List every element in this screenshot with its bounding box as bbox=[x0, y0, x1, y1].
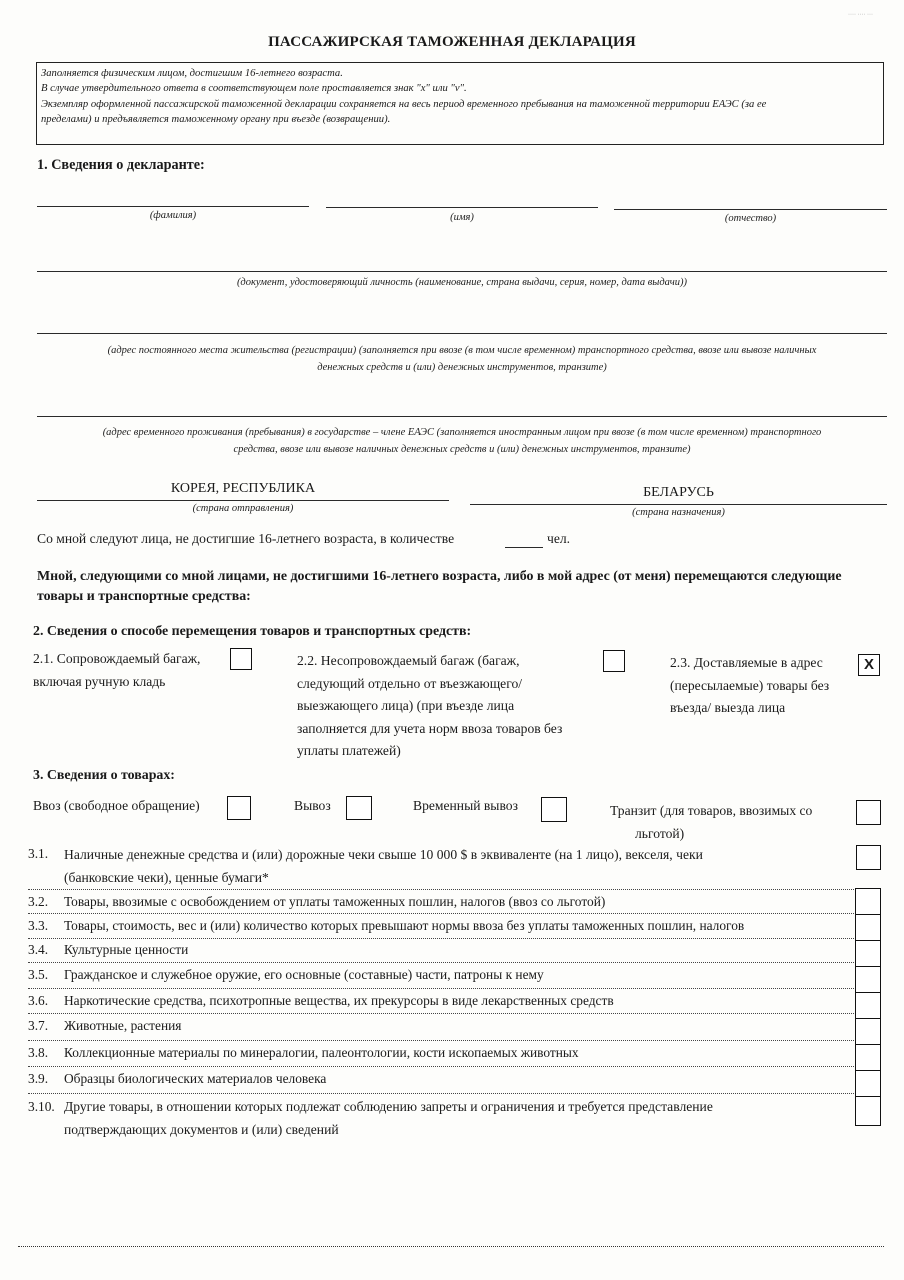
row-divider bbox=[28, 889, 854, 890]
permanent-address-caption-line-2: денежных средств и (или) денежных инструментов, транзите) bbox=[317, 362, 607, 373]
delivered-goods-line-3: въезда/ выезда лица bbox=[670, 700, 786, 715]
goods-item-number: 3.7. bbox=[28, 1018, 49, 1033]
destination-country-caption: (страна назначения) bbox=[632, 507, 725, 518]
permanent-address-caption bbox=[37, 342, 887, 376]
temporary-address-caption bbox=[37, 424, 887, 458]
name-caption: (имя) bbox=[450, 212, 474, 223]
instruction-line-3: Экземпляр оформленной пассажирской таможенной декларации сохраняется на весь период временного пребывания на таможенной территории ЕАЭС (за ее bbox=[41, 98, 767, 110]
accompanied-baggage-line-2: включая ручную кладь bbox=[33, 673, 166, 689]
minors-text: Со мной следуют лица, не достигшие 16-летнего возраста, в количестве bbox=[37, 531, 455, 546]
import-label: Ввоз (свободное обращение) bbox=[33, 798, 200, 813]
goods-item-number: 3.10. bbox=[28, 1099, 55, 1114]
accompanied-baggage-label bbox=[33, 648, 233, 693]
goods-item-number: 3.5. bbox=[28, 967, 49, 982]
section3-heading: 3. Сведения о товарах: bbox=[33, 768, 175, 783]
goods-item-animals-plants: Животные, растения bbox=[64, 1018, 182, 1033]
section1-heading: 1. Сведения о декларанте: bbox=[37, 157, 205, 173]
unaccompanied-baggage-line-3: выезжающего лица) (при въезде лица bbox=[297, 698, 515, 713]
row-divider bbox=[28, 1093, 854, 1094]
instruction-line-2: В случае утвердительного ответа в соответствующем поле проставляется знак "x" или "v". bbox=[41, 83, 467, 95]
row-divider bbox=[28, 1013, 854, 1014]
patronymic-caption: (отчество) bbox=[724, 213, 777, 224]
goods-item-biological-samples-checkbox[interactable] bbox=[855, 1070, 881, 1096]
temporary-export-label: Временный вывоз bbox=[413, 798, 518, 813]
unaccompanied-baggage-line-2: следующий отдельно от въезжающего/ bbox=[297, 675, 523, 691]
export-checkbox[interactable] bbox=[346, 796, 372, 820]
identity-document-caption: (документ, удостоверяющий личность (наименование, страна выдачи, серия, номер, дата выдачи)) bbox=[236, 277, 688, 288]
patronymic-line bbox=[614, 209, 887, 210]
minors-unit: чел. bbox=[547, 531, 571, 546]
temporary-export-checkbox[interactable] bbox=[541, 797, 567, 822]
identity-document-line bbox=[37, 271, 887, 272]
unaccompanied-baggage-line-1: 2.2. Несопровождаемый багаж (багаж, bbox=[297, 653, 520, 668]
instruction-line-4: пределами) и предъявляется таможенному органу при въезде (возвращении). bbox=[41, 114, 391, 126]
goods-item-number: 3.4. bbox=[28, 942, 49, 957]
goods-item-cash bbox=[64, 844, 854, 889]
unaccompanied-baggage-line-5: уплаты платежей) bbox=[297, 743, 401, 758]
departure-country-line bbox=[37, 500, 449, 501]
departure-country-field[interactable]: КОРЕЯ, РЕСПУБЛИКА bbox=[170, 481, 316, 496]
surname-line bbox=[37, 206, 309, 207]
delivered-goods-line-1: 2.3. Доставляемые в адрес bbox=[670, 655, 823, 670]
permanent-address-line bbox=[37, 333, 887, 334]
goods-item-cash-line-1: Наличные денежные средства и (или) дорожные чеки свыше 10 000 $ в эквиваленте (на 1 лицо), векселя, чеки bbox=[64, 847, 703, 862]
accompanied-baggage-line-1: 2.1. Сопровождаемый багаж, bbox=[33, 651, 201, 666]
transit-checkbox[interactable] bbox=[856, 800, 881, 825]
declaration-title: ПАССАЖИРСКАЯ ТАМОЖЕННАЯ ДЕКЛАРАЦИЯ bbox=[268, 34, 636, 50]
goods-item-narcotics: Наркотические средства, психотропные вещества, их прекурсоры в виде лекарственных средств bbox=[64, 993, 614, 1008]
goods-item-exceeding-norms-checkbox[interactable] bbox=[855, 914, 881, 940]
goods-item-number: 3.3. bbox=[28, 918, 49, 933]
goods-item-number: 3.6. bbox=[28, 993, 49, 1008]
row-divider bbox=[28, 988, 854, 989]
page-bottom-dotted-line bbox=[18, 1246, 884, 1247]
name-line bbox=[326, 207, 598, 208]
departure-country-caption: (страна отправления) bbox=[192, 503, 294, 514]
goods-item-narcotics-checkbox[interactable] bbox=[855, 992, 881, 1018]
row-divider bbox=[28, 938, 854, 939]
goods-item-cash-line-2: (банковские чеки), ценные бумаги* bbox=[64, 869, 269, 885]
temporary-address-caption-line-1: (адрес временного проживания (пребывания) в государстве – члене ЕАЭС (заполняется иностранным лицом при ввозе (в том числе временном) транспортного bbox=[102, 427, 822, 438]
transit-label bbox=[610, 800, 850, 845]
temporary-address-line bbox=[37, 416, 887, 417]
row-divider bbox=[28, 962, 854, 963]
transit-line-2: льготой) bbox=[635, 825, 685, 841]
row-divider bbox=[28, 913, 854, 914]
delivered-goods-line-2: (пересылаемые) товары без bbox=[670, 677, 830, 693]
accompanied-baggage-checkbox[interactable] bbox=[230, 648, 252, 670]
surname-caption: (фамилия) bbox=[149, 210, 197, 221]
permanent-address-caption-line-1: (адрес постоянного места жительства (регистрации) (заполняется при ввозе (в том числе временном) транспортного средства, ввозе или вывозе наличных bbox=[107, 345, 817, 356]
goods-item-number: 3.9. bbox=[28, 1071, 49, 1086]
statement-line-1: Мной, следующими со мной лицами, не достигшими 16-летнего возраста, либо в мой адрес (от меня) перемещаются следующие bbox=[37, 569, 842, 584]
temporary-address-caption-line-2: средства, ввозе или вывозе наличных денежных средств и (или) денежных инструментов, транзите) bbox=[233, 444, 691, 455]
instructions-box bbox=[36, 62, 884, 145]
goods-item-exceeding-norms: Товары, стоимость, вес и (или) количество которых превышают нормы ввоза без уплаты таможенных пошлин, налогов bbox=[64, 918, 745, 933]
goods-item-restricted-checkbox[interactable] bbox=[855, 1096, 881, 1126]
transit-line-1: Транзит (для товаров, ввозимых со bbox=[610, 803, 813, 818]
goods-item-biological-samples: Образцы биологических материалов человека bbox=[64, 1071, 327, 1086]
goods-item-number: 3.8. bbox=[28, 1045, 49, 1060]
instruction-line-1: Заполняется физическим лицом, достигшим 16-летнего возраста. bbox=[41, 68, 343, 79]
goods-item-weapons-checkbox[interactable] bbox=[855, 966, 881, 992]
goods-item-restricted bbox=[64, 1096, 854, 1141]
section2-heading: 2. Сведения о способе перемещения товаров и транспортных средств: bbox=[33, 624, 472, 639]
delivered-goods-label bbox=[670, 652, 855, 720]
goods-item-cultural-values: Культурные ценности bbox=[64, 942, 189, 957]
row-divider bbox=[28, 1040, 854, 1041]
import-checkbox[interactable] bbox=[227, 796, 251, 820]
goods-item-collections-checkbox[interactable] bbox=[855, 1044, 881, 1070]
unaccompanied-baggage-line-4: заполняется для учета норм ввоза товаров без bbox=[297, 720, 563, 736]
goods-item-restricted-line-1: Другие товары, в отношении которых подлежат соблюдению запреты и ограничения и требуется представление bbox=[64, 1099, 713, 1114]
goods-item-weapons: Гражданское и служебное оружие, его основные (составные) части, патроны к нему bbox=[64, 967, 544, 982]
statement-line-2: товары и транспортные средства: bbox=[37, 589, 251, 604]
minors-count-line bbox=[505, 547, 543, 548]
goods-item-number: 3.2. bbox=[28, 894, 49, 909]
goods-item-restricted-line-2: подтверждающих документов и (или) сведений bbox=[64, 1121, 339, 1137]
goods-item-duty-free: Товары, ввозимые с освобождением от уплаты таможенных пошлин, налогов (ввоз со льготой) bbox=[64, 894, 606, 909]
page-corner-mark: ···· ···· ··· bbox=[848, 12, 873, 18]
destination-country-field[interactable]: БЕЛАРУСЬ bbox=[643, 485, 714, 500]
unaccompanied-baggage-label bbox=[297, 650, 607, 763]
goods-item-number: 3.1. bbox=[28, 846, 49, 861]
goods-item-duty-free-checkbox[interactable] bbox=[855, 888, 881, 914]
goods-item-cash-checkbox[interactable] bbox=[856, 845, 881, 870]
delivered-goods-checkbox[interactable]: X bbox=[858, 654, 880, 676]
goods-item-collections: Коллекционные материалы по минералогии, палеонтологии, кости ископаемых животных bbox=[64, 1045, 579, 1060]
destination-country-line bbox=[470, 504, 887, 505]
unaccompanied-baggage-checkbox[interactable] bbox=[603, 650, 625, 672]
goods-item-animals-plants-checkbox[interactable] bbox=[855, 1018, 881, 1044]
goods-item-cultural-values-checkbox[interactable] bbox=[855, 940, 881, 966]
row-divider bbox=[28, 1066, 854, 1067]
export-label: Вывоз bbox=[294, 798, 331, 813]
